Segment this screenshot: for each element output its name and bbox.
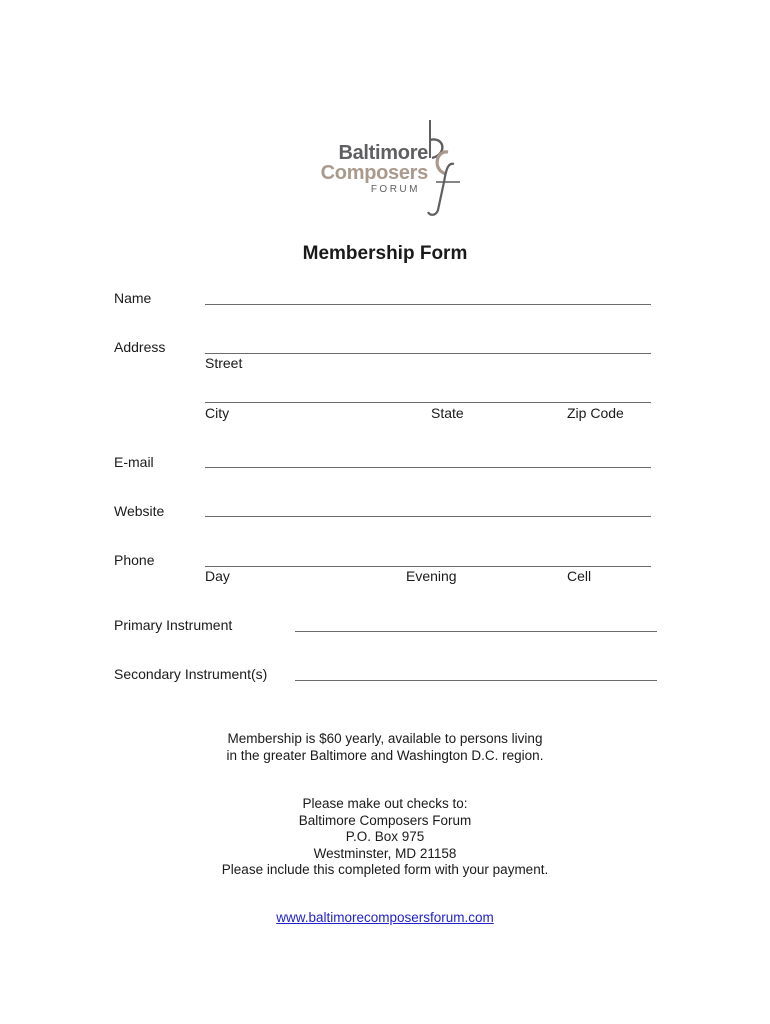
bcf-monogram-icon xyxy=(418,118,470,218)
primary-instrument-field[interactable] xyxy=(295,631,657,632)
secondary-instrument-label: Secondary Instrument(s) xyxy=(114,666,268,682)
evening-label: Evening xyxy=(406,568,457,584)
membership-info-line: Membership is $60 yearly, available to persons living xyxy=(227,731,543,746)
street-field[interactable] xyxy=(205,353,651,354)
payment-info-line: P.O. Box 975 xyxy=(345,829,425,844)
website-label: Website xyxy=(114,503,165,519)
logo-text-composers: Composers xyxy=(320,162,428,184)
state-label: State xyxy=(431,405,464,421)
zip-code-label: Zip Code xyxy=(567,405,624,421)
name-label: Name xyxy=(114,290,152,306)
secondary-instrument-field[interactable] xyxy=(295,680,657,681)
payment-info xyxy=(0,796,770,879)
day-label: Day xyxy=(205,568,230,584)
payment-info-line: Westminster, MD 21158 xyxy=(313,845,457,861)
page-title: Membership Form xyxy=(302,243,468,264)
logo-text-baltimore: Baltimore xyxy=(338,142,428,164)
website-field[interactable] xyxy=(205,516,651,517)
cell-label: Cell xyxy=(567,568,592,584)
website-link[interactable]: www.baltimorecomposersforum.com xyxy=(276,910,494,925)
payment-info-line: Please include this completed form with your payment. xyxy=(221,862,549,877)
city-state-zip-field[interactable] xyxy=(205,402,651,403)
city-label: City xyxy=(205,405,230,421)
payment-info-line: Baltimore Composers Forum xyxy=(298,812,472,828)
website-link-row xyxy=(0,910,770,926)
phone-label: Phone xyxy=(114,552,155,568)
logo-text-forum: FORUM xyxy=(370,184,420,195)
name-field[interactable] xyxy=(205,304,651,305)
logo xyxy=(310,118,470,218)
membership-info xyxy=(0,731,770,764)
phone-field[interactable] xyxy=(205,566,651,567)
membership-info-line: in the greater Baltimore and Washington D.C. region. xyxy=(226,747,544,763)
primary-instrument-label: Primary Instrument xyxy=(114,617,233,633)
street-label: Street xyxy=(205,355,243,371)
address-label: Address xyxy=(114,339,166,355)
payment-info-line: Please make out checks to: xyxy=(302,796,468,811)
email-field[interactable] xyxy=(205,467,651,468)
email-label: E-mail xyxy=(114,454,154,470)
